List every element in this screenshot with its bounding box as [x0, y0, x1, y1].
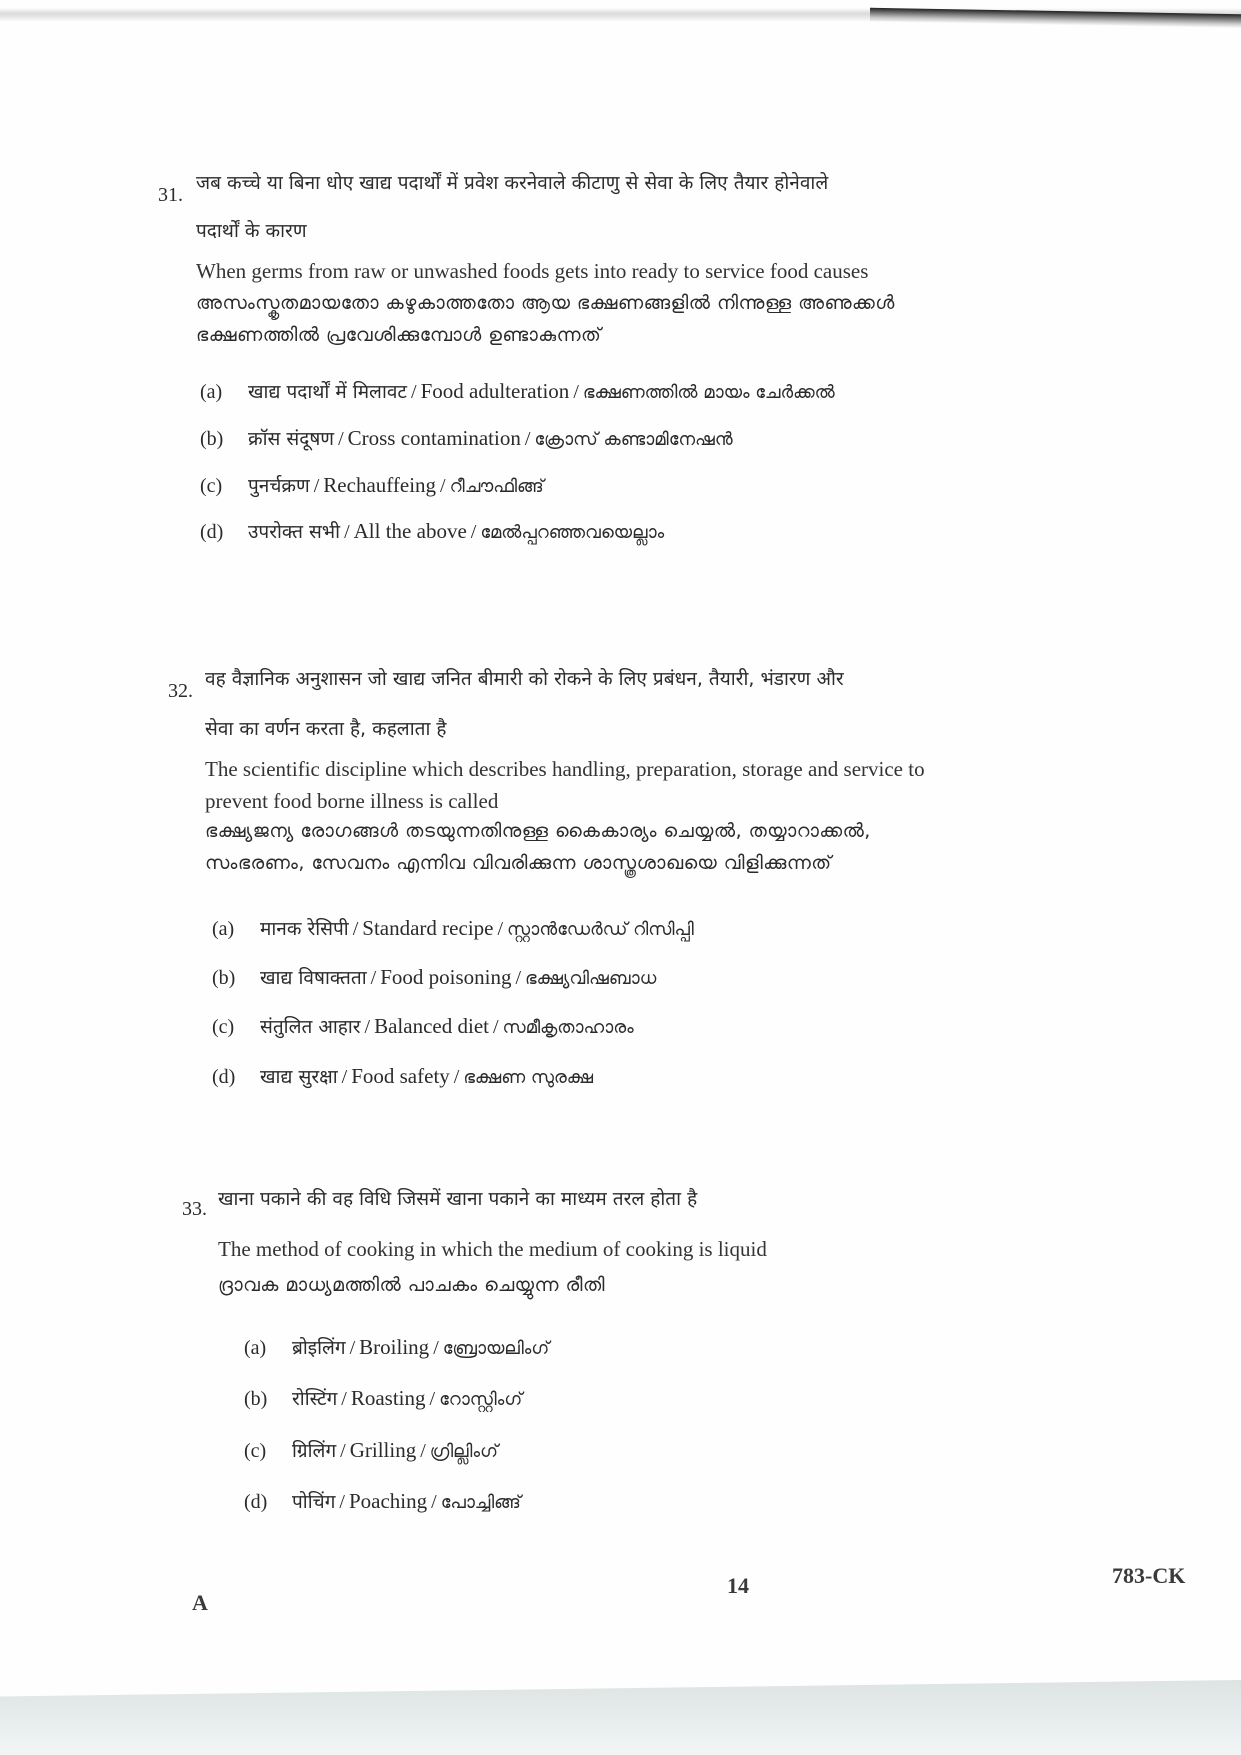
option-english: Standard recipe — [362, 916, 494, 940]
scan-edge-bottom — [0, 1680, 1241, 1755]
option-a[interactable] — [244, 1334, 549, 1362]
option-c[interactable] — [244, 1437, 498, 1465]
separator: / — [370, 967, 377, 989]
option-a[interactable] — [200, 378, 835, 406]
footer-page-number: 14 — [727, 1573, 749, 1598]
separator: / — [420, 1440, 426, 1462]
option-b[interactable] — [244, 1385, 522, 1413]
option-english: Cross contamination — [347, 426, 521, 450]
separator: / — [338, 428, 344, 450]
option-malayalam: സമീകൃതാഹാരം — [502, 1017, 634, 1038]
option-hindi: क्रॉस संदूषण — [248, 428, 335, 450]
option-english: Balanced diet — [374, 1014, 489, 1038]
question-malayalam-line: ഭക്ഷ്യജന്യ രോഗങ്ങൾ തടയുന്നതിനുള്ള കൈകാര്യം ചെയ്യൽ, തയ്യാറാക്കൽ, — [205, 820, 871, 842]
option-english: Food adulteration — [420, 379, 570, 403]
question-malayalam-line: അസംസ്കൃതമായതോ കഴുകാത്തതോ ആയ ഭക്ഷണങ്ങളിൽ നിന്നുള്ള അണുക്കൾ — [196, 292, 895, 314]
separator: / — [433, 1337, 439, 1359]
option-hindi: खाद्य सुरक्षा — [260, 1066, 338, 1088]
option-malayalam: സ്റ്റാൻഡേർഡ് റിസിപ്പി — [507, 919, 694, 940]
option-hindi: पुनर्चक्रण — [248, 475, 310, 497]
option-c[interactable] — [212, 1013, 634, 1041]
option-hindi: पोचिंग — [292, 1491, 336, 1513]
question-english-line: The method of cooking in which the medium of cooking is liquid — [218, 1237, 767, 1261]
question-hindi-line: पदार्थों के कारण — [196, 220, 307, 242]
question-english-line: The scientific discipline which describes handling, preparation, storage and service to — [205, 757, 925, 781]
option-malayalam: പോച്ചിങ്ങ് — [440, 1492, 521, 1513]
option-a[interactable] — [212, 915, 694, 943]
separator: / — [524, 428, 531, 450]
option-hindi: खाद्य विषाक्तता — [260, 967, 367, 989]
separator: / — [313, 475, 320, 497]
separator: / — [340, 1440, 346, 1462]
question-malayalam-line: സംഭരണം, സേവനം എന്നിവ വിവരിക്കുന്ന ശാസ്ത്രശാഖയെ വിളിക്കുന്നത് — [205, 852, 832, 874]
option-b[interactable] — [212, 964, 656, 992]
option-d[interactable] — [212, 1063, 593, 1091]
option-hindi: रोस्टिंग — [292, 1388, 338, 1410]
separator: / — [573, 381, 579, 403]
separator: / — [497, 918, 504, 940]
option-malayalam: ബ്രോയലിംഗ് — [442, 1338, 550, 1359]
question-english-line: When germs from raw or unwashed foods gets into ready to service food causes — [196, 259, 869, 283]
option-english: Poaching — [348, 1489, 428, 1513]
separator: / — [341, 1388, 347, 1410]
question-hindi-line: वह वैज्ञानिक अनुशासन जो खाद्य जनित बीमारी को रोकने के लिए प्रबंधन, तैयारी, भंडारण और — [205, 668, 844, 690]
option-hindi: ग्रिलिंग — [292, 1440, 337, 1462]
option-hindi: मानक रेसिपी — [260, 918, 349, 940]
separator: / — [470, 521, 477, 543]
footer-paper-code: 783-CK — [1112, 1563, 1186, 1588]
option-malayalam: മേൽപ്പറഞ്ഞവയെല്ലാം — [480, 522, 665, 543]
option-label: (b) — [212, 967, 236, 989]
option-english: Rechauffeing — [323, 473, 437, 497]
option-label: (b) — [244, 1388, 268, 1410]
option-d[interactable] — [244, 1488, 521, 1516]
separator: / — [352, 918, 359, 940]
separator: / — [349, 1337, 356, 1359]
option-english: Grilling — [349, 1438, 417, 1462]
option-english: All the above — [353, 519, 467, 543]
separator: / — [364, 1016, 371, 1038]
separator: / — [492, 1016, 499, 1038]
option-english: Roasting — [350, 1386, 426, 1410]
option-label: (d) — [212, 1066, 236, 1088]
option-label: (a) — [200, 381, 223, 403]
question-number: 31. — [158, 184, 183, 206]
question-number: 33. — [182, 1198, 207, 1220]
separator: / — [440, 475, 446, 497]
question-number: 32. — [168, 680, 193, 702]
separator: / — [411, 381, 417, 403]
question-hindi-line: खाना पकाने की वह विधि जिसमें खाना पकाने का माध्यम तरल होता है — [218, 1188, 698, 1210]
option-label: (d) — [244, 1491, 268, 1513]
option-hindi: खाद्य पदार्थों में मिलावट — [248, 381, 408, 403]
separator: / — [341, 1066, 348, 1088]
option-hindi: संतुलित आहार — [260, 1016, 361, 1038]
separator: / — [429, 1388, 436, 1410]
footer-set-code: A — [192, 1590, 208, 1615]
option-malayalam: ഗ്രില്ലിംഗ് — [429, 1441, 499, 1462]
separator: / — [431, 1491, 437, 1513]
option-label: (d) — [200, 521, 224, 543]
separator: / — [339, 1491, 345, 1513]
option-label: (c) — [200, 475, 223, 497]
option-malayalam: ഭക്ഷ്യവിഷബാധ — [525, 968, 657, 989]
option-label: (b) — [200, 428, 224, 450]
option-english: Broiling — [359, 1335, 430, 1359]
question-malayalam-line: ഭക്ഷണത്തിൽ പ്രവേശിക്കുമ്പോൾ ഉണ്ടാകുന്നത് — [196, 324, 602, 346]
separator: / — [453, 1066, 460, 1088]
option-b[interactable] — [200, 425, 733, 453]
question-english-line: prevent food borne illness is called — [205, 789, 499, 813]
separator: / — [344, 521, 350, 543]
option-malayalam: ഭക്ഷണത്തിൽ മായം ചേർക്കൽ — [582, 382, 835, 403]
question-hindi-line: सेवा का वर्णन करता है, कहलाता है — [205, 718, 447, 740]
option-c[interactable] — [200, 472, 544, 500]
option-label: (a) — [244, 1337, 267, 1359]
option-hindi: उपरोक्त सभी — [248, 521, 341, 543]
separator: / — [515, 967, 522, 989]
option-malayalam: ക്രോസ് കണ്ടാമിനേഷൻ — [534, 429, 733, 450]
option-label: (c) — [244, 1440, 267, 1462]
option-hindi: ब्रोइलिंग — [292, 1337, 346, 1359]
option-english: Food poisoning — [380, 965, 512, 989]
option-d[interactable] — [200, 518, 664, 546]
question-malayalam-line: ദ്രാവക മാധ്യമത്തിൽ പാചകം ചെയ്യുന്ന രീതി — [218, 1274, 605, 1296]
option-label: (a) — [212, 918, 235, 940]
option-label: (c) — [212, 1016, 235, 1038]
question-hindi-line: जब कच्चे या बिना धोए खाद्य पदार्थों में प्रवेश करनेवाले कीटाणु से सेवा के लिए तैयार होनेवाले — [196, 172, 829, 194]
option-malayalam: റോസ്റ്റിംഗ് — [439, 1389, 523, 1410]
option-english: Food safety — [351, 1064, 450, 1088]
option-malayalam: ഭക്ഷണ സുരക്ഷ — [463, 1067, 594, 1088]
option-malayalam: റീചൗഫിങ്ങ് — [449, 476, 544, 497]
